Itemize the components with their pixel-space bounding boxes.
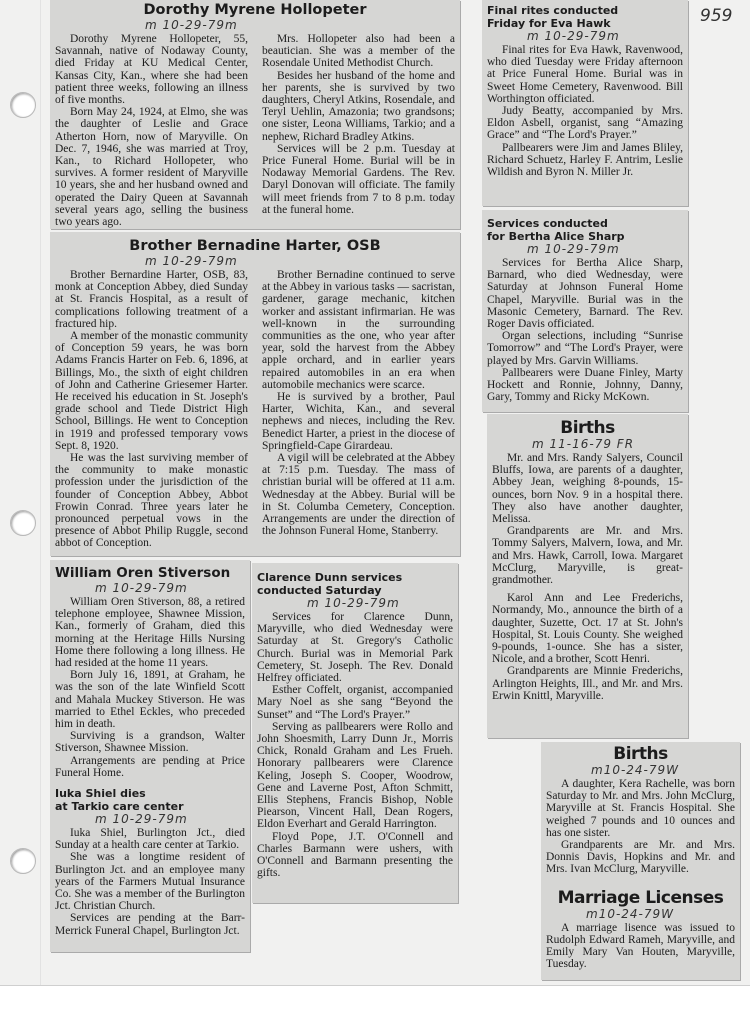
handwritten-date-note: m 10-29-79m <box>145 18 238 32</box>
handwritten-date-note: m 11-16-79 FR <box>532 437 635 451</box>
paragraph: Besides her husband of the home and her parents, she is survived by two daughters, Cheryl Atkins, Rosendale, and Teryl Uehlin, Amazonia; two grandsons; one sister, Leona Williams, Tarkio; and a nephew, Richard Bradley Atkins. <box>262 69 455 143</box>
paragraph: Brother Bernadine continued to serve at the Abbey in various tasks — sacristan, gardener, garage mechanic, kitchen worker and assistant infirmarian. He was well-known in the surrounding communities as the one, who year after year, sold the harvest from the Abbey apple orchard, and in earlier years repaired automobiles in an era when automobile mechanics were scarce. <box>262 269 455 391</box>
paragraph: Born July 16, 1891, at Graham, he was the son of the late Winfield Scott and Mahala Muckey Stiverson. He was married to Ethel Eckles, who preceded him in death. <box>55 669 245 731</box>
headline: William Oren Stiverson <box>55 565 231 581</box>
paragraph: A member of the monastic community of Conception 59 years, he was born Adams Francis Harter on Feb. 6, 1896, at Billings, Mo., the sixth of eight children of John and Catherine Griesemer Harter. He received his education in St. Joseph's grade school and Tiede District High School, Billings. He went to Conception in 1919 and professed temporary vows Sept. 8, 1920. <box>55 330 248 452</box>
paragraph: Serving as pallbearers were Rollo and John Shoesmith, Larry Dunn Jr., Morris Chick, Ronald Graham and Les Frueh. Honorary pallbearers were Clarence Keling, Joseph S. Cooper, Woodrow, Gene and Laverne Post, Afton Schmitt, Ellis Stephens, Francis Bishop, Noble Piearson, Vincent Hall, Dean Rogers, Eldon Everhart and Gerald Harrington. <box>257 720 453 831</box>
paragraph: A vigil will be celebrated at the Abbey at 7:15 p.m. Tuesday. The mass of christian burial will be offered at 11 a.m. Wednesday at the Abbey. Burial will be in St. Columba Cemetery, Conception. Arrangements are under the direction of the Johnson Funeral Home, Stanberry. <box>262 452 455 538</box>
binder-hole <box>10 92 36 118</box>
handwritten-date-note: m 10-29-79m <box>95 581 188 595</box>
paragraph: Esther Coffelt, organist, accompanied Mary Noel as she sang “Beyond the Sunset” and “The Lord's Prayer.” <box>257 684 453 721</box>
paragraph: William Oren Stiverson, 88, a retired telephone employee, Shawnee Mission, Kan., formerly of Graham, died this morning at the Heritage Hills Nursing Home there following a long illness. He had resided at the home 11 years. <box>55 596 245 670</box>
paragraph: Brother Bernardine Harter, OSB, 83, monk at Conception Abbey, died Sunday at St. Francis Hospital, as a result of complications following treatment of a fractured hip. <box>55 269 248 330</box>
handwritten-date-note: m 10-29-79m <box>95 812 188 827</box>
handwritten-date-note: m10-24-79W <box>586 906 675 921</box>
births-notice-1 <box>487 414 688 738</box>
paragraph: Pallbearers were Jim and James Bliley, Richard Schuetz, Harley F. Antrim, Leslie Wildish and Byron N. Miller Jr. <box>487 141 683 179</box>
headline: Brother Bernadine Harter, OSB <box>129 238 381 254</box>
paragraph: Pallbearers were Duane Finley, Marty Hockett and Ronnie, Johnny, Danny, Gary, Tommy and Ricky McKown. <box>487 366 683 404</box>
article-body <box>55 269 455 550</box>
paragraph: She was a longtime resident of Burlington Jct. and an employee many years of the Farmers Mutual Insurance Co. She was a member of the Burlington Jct. Christian Church. <box>55 851 245 913</box>
paragraph: Services will be 2 p.m. Tuesday at Price Funeral Home. Burial will be in Nodaway Memorial Gardens. The Rev. Daryl Donovan will officiate. The family will meet friends from 7 to 8 p.m. today at the funeral home. <box>262 142 455 216</box>
paragraph: Born May 24, 1924, at Elmo, she was the daughter of Leslie and Grace Atherton Horn, now of Maryville. On Dec. 7, 1946, she was married at Troy, Kan., to Richard Hollopeter, who survives. A former resident of Maryville 10 years, she and her husband owned and operated the Dairy Queen at Savannah several years ago, selling the business two years ago. <box>55 106 248 229</box>
obituary-stiverson <box>50 560 250 952</box>
headline-line-2: Friday for Eva Hawk <box>487 17 611 30</box>
paragraph: He was the last surviving member of the community to make monastic profession under the jurisdiction of the founder of Conception Abbey, Abbot Frowin Conrad. Three years later he pronounced perpetual vows in the presence of Abbot Philip Ruggle, second abbot of Conception. <box>55 452 248 550</box>
paragraph: Services are pending at the Barr-Merrick Funeral Chapel, Burlington Jct. <box>55 912 245 937</box>
paragraph: Final rites for Eva Hawk, Ravenwood, who died Tuesday were Friday afternoon at Price Funeral Home. Burial was in Sweet Home Cemetery, Ravenwood. Bill Worthington officiated. <box>487 44 683 105</box>
headline: Marriage Licenses <box>557 887 724 908</box>
headline: Births <box>560 418 615 438</box>
paragraph: Grandparents are Mr. and Mrs. Donnis Davis, Hopkins and Mr. and Mrs. Ivan McClurg, Maryville. <box>546 839 735 876</box>
binder-hole <box>10 510 36 536</box>
paragraph: Arrangements are pending at Price Funeral Home. <box>55 754 245 779</box>
obituary-dunn <box>252 563 458 903</box>
paragraph: A marriage lisence was issued to Rudolph Edward Rameh, Maryville, and Emily Mary Van Houten, Maryville, Tuesday. <box>546 921 735 971</box>
binder-hole <box>10 848 36 874</box>
headline-line-1: Iuka Shiel dies <box>55 787 146 801</box>
marriage-licenses <box>546 888 735 971</box>
headline-line-1: Final rites conducted <box>487 4 619 17</box>
paragraph: Mrs. Hollopeter also had been a beautician. She was a member of the Rosendale United Methodist Church. <box>262 33 455 70</box>
paragraph: Services for Bertha Alice Sharp, Barnard, who died Wednesday, were Saturday at Johnson Funeral Home Chapel, Maryville. Burial was in the Masonic Cemetery, Barnard. The Rev. Roger Davis officiated. <box>487 257 683 331</box>
headline-line-1: Services conducted <box>487 217 608 230</box>
paragraph: He is survived by a brother, Paul Harter, Wichita, Kan., and several nephews and nieces, including the Rev. Benedict Harter, a priest in the diocese of Springfield-Cape Girardeau. <box>262 391 455 452</box>
headline: Dorothy Myrene Hollopeter <box>143 2 367 18</box>
handwritten-date-note: m 10-29-79m <box>527 29 620 43</box>
obituary-hawk <box>482 0 688 206</box>
article-body <box>55 33 455 228</box>
paragraph: Karol Ann and Lee Frederichs, Normandy, Mo., announce the birth of a daughter, Suzette, Oct. 17 at St. John's Hospital, St. Louis County. She weighed 9-pounds, 1-ounce. She has a sister, Nicole, and a brother, Scott Henri. <box>492 592 683 666</box>
headline-line-2: for Bertha Alice Sharp <box>487 230 625 243</box>
headline-line-2: at Tarkio care center <box>55 800 184 814</box>
headline-line-2: conducted Saturday <box>257 584 382 597</box>
handwritten-date-note: m10-24-79W <box>591 763 680 777</box>
paragraph: Judy Beatty, accompanied by Mrs. Eldon Asbell, organist, sang “Amazing Grace” and “The Lord's Prayer.” <box>487 105 683 142</box>
paragraph: Grandparents are Minnie Frederichs, Arlington Heights, Ill., and Mr. and Mrs. Erwin Knittl, Maryville. <box>492 665 683 702</box>
paragraph: A daughter, Kera Rachelle, was born Saturday to Mr. and Mrs. John McClurg, Maryville at St. Francis Hospital. She weighed 7 pounds and 10 ounces and has one sister. <box>546 778 735 839</box>
headline-line-1: Clarence Dunn services <box>257 571 403 584</box>
paragraph: Services for Clarence Dunn, Maryville, who died Wednesday were Saturday at St. Gregory's Catholic Church. Burial was in Memorial Park Cemetery, St. Joseph. The Rev. Donald Helfrey officiated. <box>257 611 453 685</box>
paragraph: Surviving is a grandson, Walter Stiverson, Shawnee Mission. <box>55 730 245 755</box>
paragraph: Dorothy Myrene Hollopeter, 55, Savannah, native of Nodaway County, died Friday at KU Medical Center, Kansas City, Kan., where she had been patient three weeks, following an illness of five months. <box>55 33 248 107</box>
paragraph: Iuka Shiel, Burlington Jct., died Sunday at a health care center at Tarkio. <box>55 827 245 852</box>
handwritten-date-note: m 10-29-79m <box>307 596 400 610</box>
obituary-hollopeter <box>50 0 460 229</box>
paragraph: Mr. and Mrs. Randy Salyers, Council Bluffs, Iowa, are parents of a daughter, Abbey Jean, weighing 8-pounds, 15-ounces, born Nov. 9 in a hospital there. They also have another daughter, Melissa. <box>492 452 683 526</box>
obituary-shiel <box>55 787 245 937</box>
obituary-sharp <box>482 210 688 412</box>
handwritten-date-note: m 10-29-79m <box>145 254 238 268</box>
headline: Births <box>613 744 668 764</box>
paragraph: Floyd Pope, J.T. O'Connell and Charles Barmann were ushers, with O'Connell and Barmann presenting the gifts. <box>257 830 453 880</box>
paragraph: Grandparents are Mr. and Mrs. Tommy Salyers, Malvern, Iowa, and Mr. and Mrs. Hawk, Carroll, Iowa. Margaret McClurg, Maryville, is great-grandmother. <box>492 525 683 587</box>
paragraph: Organ selections, including “Sunrise Tomorrow” and “The Lord's Prayer, were played by Mrs. Garvin Williams. <box>487 330 683 367</box>
page-margin-line <box>40 0 41 985</box>
page-number: 959 <box>700 6 733 26</box>
obituary-harter <box>50 232 460 556</box>
births-notice-2 <box>541 742 740 980</box>
handwritten-date-note: m 10-29-79m <box>527 242 620 256</box>
